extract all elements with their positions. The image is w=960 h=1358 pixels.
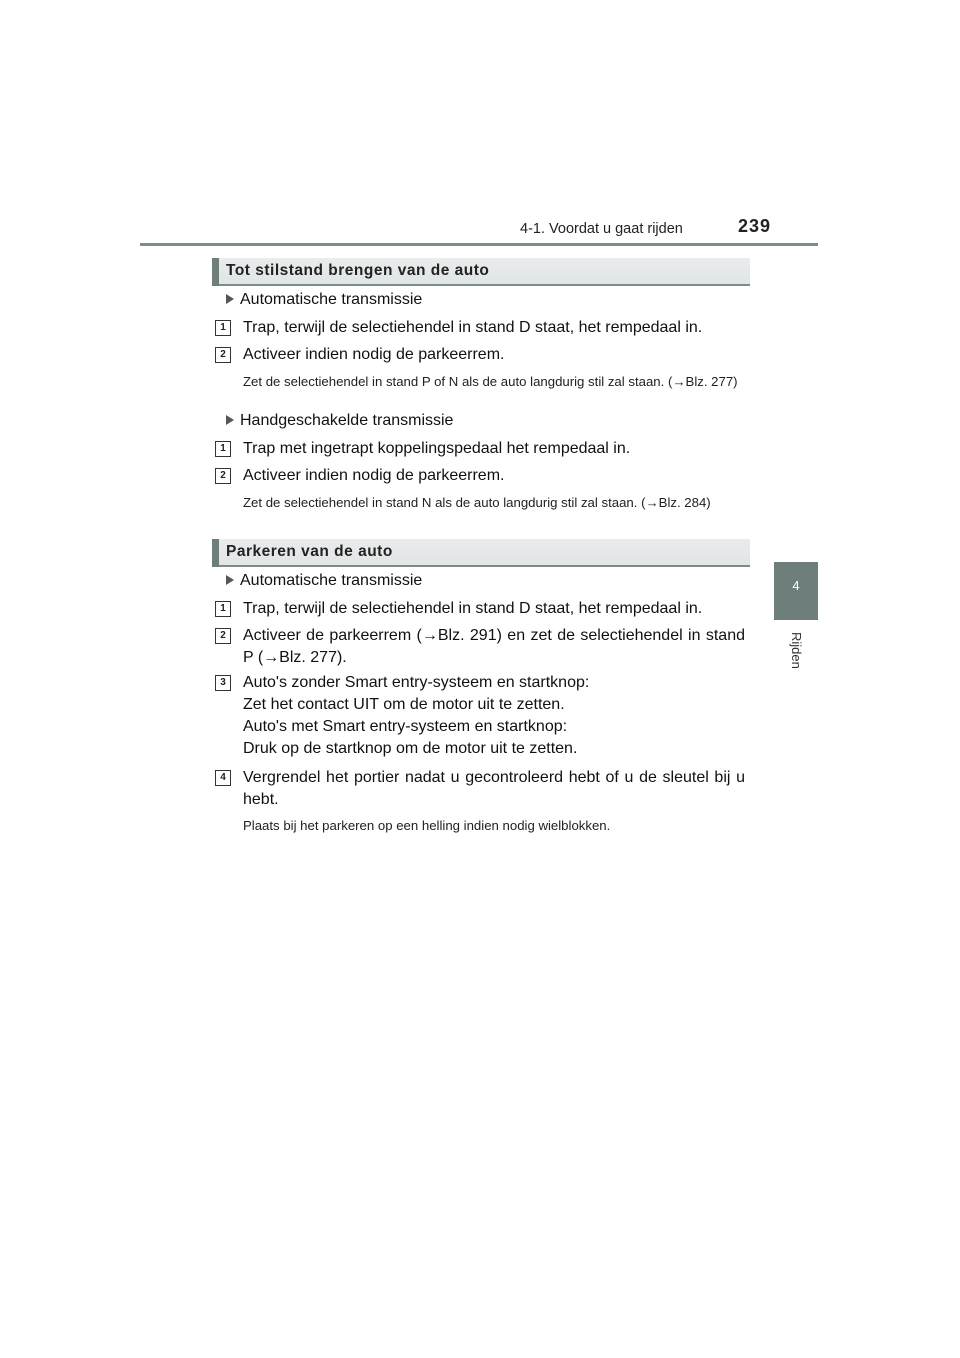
note-text: Zet de selectiehendel in stand N als de auto langdurig stil zal staan. (→Blz. 284) (243, 495, 711, 510)
step-badge: 1 (215, 441, 231, 457)
subheading-automatic: Automatische transmissie (226, 572, 422, 590)
running-header-title: 4-1. Voordat u gaat rijden (520, 221, 683, 237)
step-text: Vergrendel het portier nadat u gecontroleerd hebt of u de sleutel bij u hebt. (243, 769, 745, 808)
chapter-number: 4 (792, 578, 800, 593)
step-line: Auto's met Smart entry-systeem en startknop: (243, 718, 568, 735)
section-heading-parking (212, 539, 750, 567)
triangle-bullet-icon (226, 575, 234, 585)
step-line: Zet het contact UIT om de motor uit te zetten. (243, 696, 565, 713)
section-heading-text: Tot stilstand brengen van de auto (226, 262, 490, 279)
section-heading-stopping (212, 258, 750, 286)
step-text: Activeer indien nodig de parkeerrem. (243, 467, 505, 484)
note-text: Plaats bij het parkeren op een helling indien nodig wielblokken. (243, 818, 611, 833)
step-badge: 2 (215, 628, 231, 644)
step-text-block (243, 672, 745, 760)
step-badge: 1 (215, 320, 231, 336)
chapter-label: Rijden (789, 632, 804, 669)
step-badge: 1 (215, 601, 231, 617)
note-text: Zet de selectiehendel in stand P of N als de auto langdurig stil zal staan. (→Blz. 277) (243, 374, 738, 389)
step-badge: 2 (215, 347, 231, 363)
step-text: Activeer de parkeerrem (→Blz. 291) en zet de selectiehendel in stand P (→Blz. 277). (243, 627, 745, 666)
step-text: Trap met ingetrapt koppelingspedaal het rempedaal in. (243, 440, 631, 457)
section-heading-text: Parkeren van de auto (226, 543, 393, 560)
triangle-bullet-icon (226, 415, 234, 425)
subheading-automatic: Automatische transmissie (226, 291, 422, 309)
header-rule (140, 243, 818, 246)
step-line: Auto's zonder Smart entry-systeem en startknop: (243, 674, 590, 691)
step-text: Trap, terwijl de selectiehendel in stand D staat, het rempedaal in. (243, 600, 703, 617)
step-line: Druk op de startknop om de motor uit te zetten. (243, 740, 578, 757)
triangle-bullet-icon (226, 294, 234, 304)
step-text: Trap, terwijl de selectiehendel in stand D staat, het rempedaal in. (243, 319, 703, 336)
step-badge: 2 (215, 468, 231, 484)
step-badge: 4 (215, 770, 231, 786)
subheading-manual: Handgeschakelde transmissie (226, 412, 453, 430)
step-badge: 3 (215, 675, 231, 691)
step-text: Activeer indien nodig de parkeerrem. (243, 346, 505, 363)
page-number: 239 (738, 216, 772, 236)
